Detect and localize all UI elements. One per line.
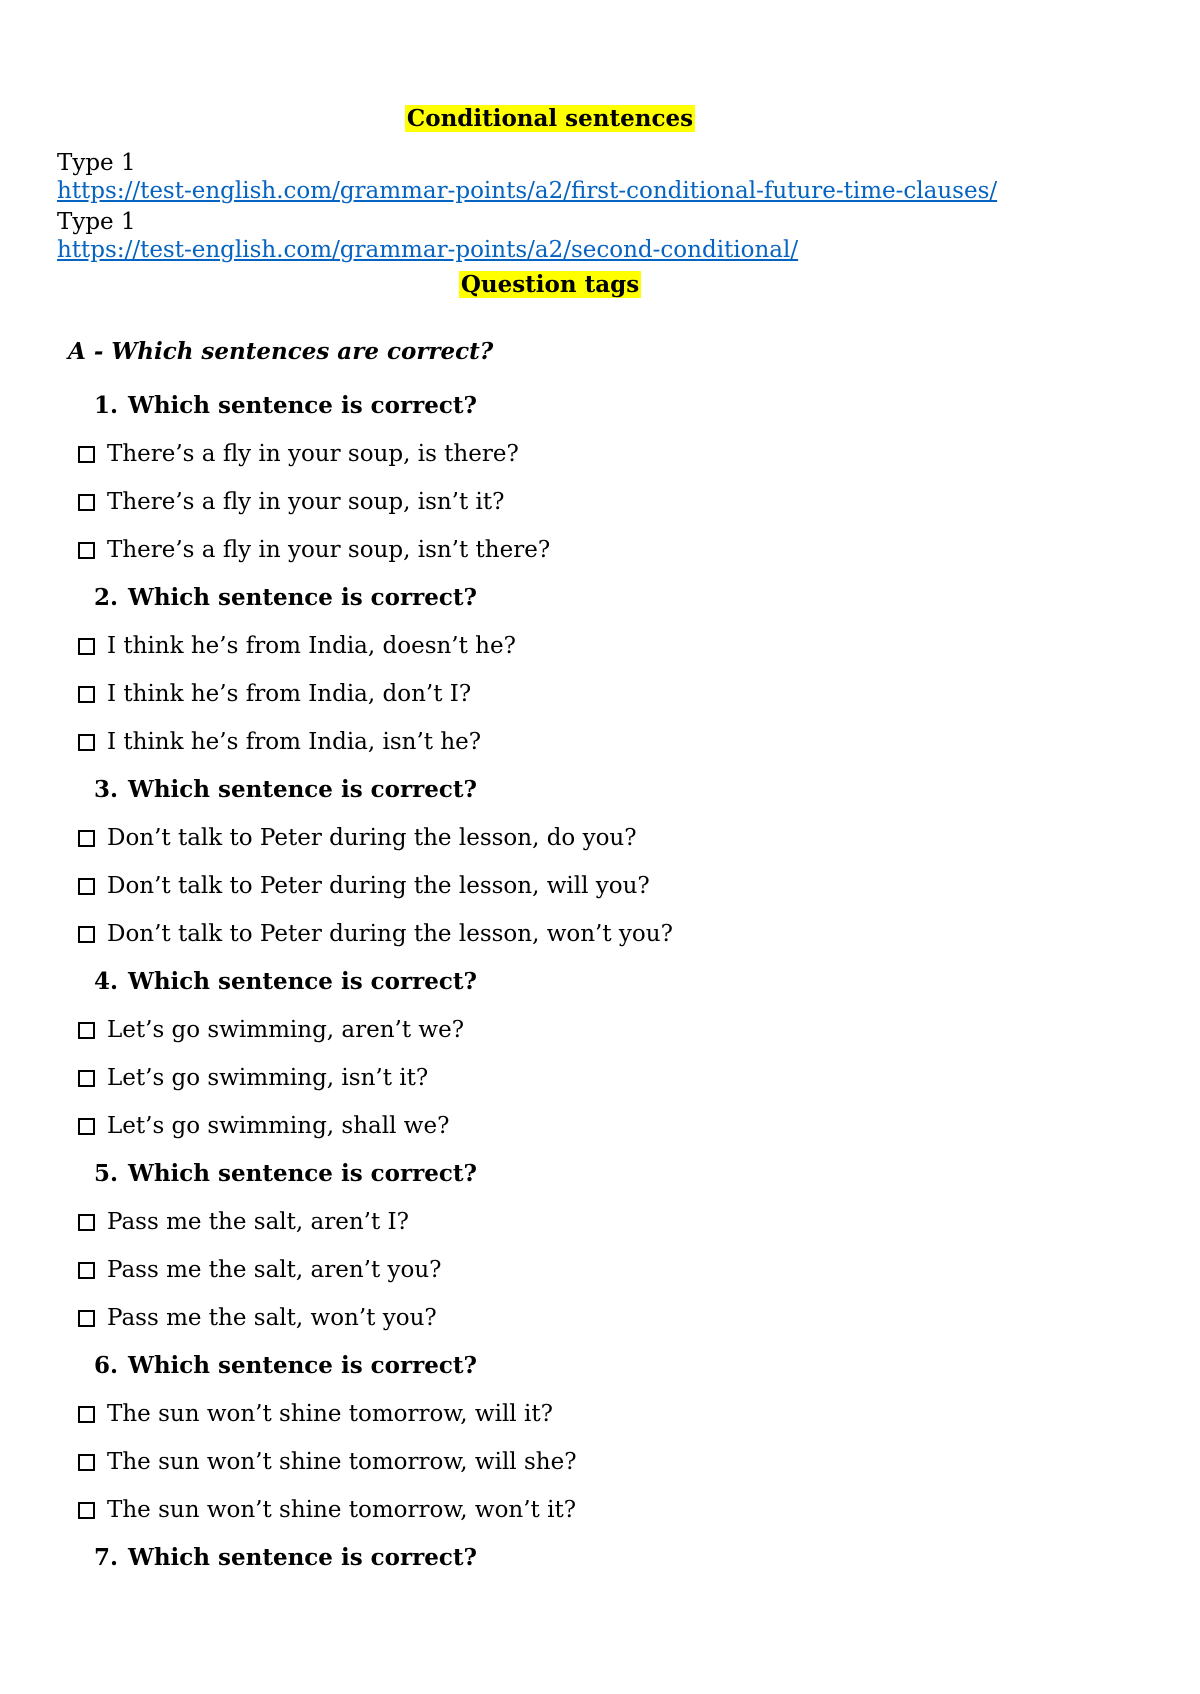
answer-option[interactable] [78, 631, 516, 661]
answer-option[interactable] [78, 727, 481, 757]
answer-option[interactable] [78, 871, 650, 901]
answer-option-text: Don’t talk to Peter during the lesson, will you? [107, 873, 650, 899]
question-prompt: Which sentence is correct? [128, 1544, 477, 1571]
answer-option-text: There’s a fly in your soup, is there? [107, 441, 519, 467]
checkbox-icon[interactable] [78, 1118, 95, 1135]
answer-option-text: I think he’s from India, doesn’t he? [107, 633, 516, 659]
question-prompt: Which sentence is correct? [128, 776, 477, 803]
answer-option-text: Let’s go swimming, aren’t we? [107, 1017, 465, 1043]
answer-option[interactable] [78, 535, 550, 565]
answer-option-text: Let’s go swimming, shall we? [107, 1113, 450, 1139]
checkbox-icon[interactable] [78, 878, 95, 895]
question-number: 6. [94, 1352, 119, 1379]
checkbox-icon[interactable] [78, 1022, 95, 1039]
answer-option-text: The sun won’t shine tomorrow, will it? [107, 1401, 553, 1427]
answer-option-text: The sun won’t shine tomorrow, will she? [107, 1449, 577, 1475]
answer-option[interactable] [78, 487, 504, 517]
question-number: 1. [94, 392, 119, 419]
section-subtitle: Question tags [460, 271, 640, 298]
question-number: 3. [94, 776, 119, 803]
answer-option[interactable] [78, 1447, 577, 1477]
question-heading [94, 1351, 477, 1381]
type1-label-a: Type 1 [57, 150, 136, 176]
question-number: 4. [94, 968, 119, 995]
answer-option[interactable] [78, 439, 519, 469]
answer-option[interactable] [78, 679, 471, 709]
checkbox-icon[interactable] [78, 1502, 95, 1519]
question-heading [94, 583, 477, 613]
question-prompt: Which sentence is correct? [128, 1352, 477, 1379]
answer-option[interactable] [78, 1111, 449, 1141]
question-heading [94, 967, 477, 997]
checkbox-icon[interactable] [78, 734, 95, 751]
question-number: 2. [94, 584, 119, 611]
answer-option-text: Pass me the salt, aren’t you? [107, 1257, 442, 1283]
checkbox-icon[interactable] [78, 1454, 95, 1471]
answer-option-text: There’s a fly in your soup, isn’t there? [107, 537, 551, 563]
subtitle-row [0, 270, 1100, 300]
checkbox-icon[interactable] [78, 686, 95, 703]
answer-option-text: Let’s go swimming, isn’t it? [107, 1065, 429, 1091]
question-heading [94, 1159, 477, 1189]
answer-option[interactable] [78, 1015, 464, 1045]
answer-option-text: The sun won’t shine tomorrow, won’t it? [107, 1497, 577, 1523]
answer-option[interactable] [78, 1063, 428, 1093]
type1-label-b: Type 1 [57, 209, 136, 235]
title-row [0, 104, 1100, 134]
answer-option[interactable] [78, 919, 673, 949]
question-prompt: Which sentence is correct? [128, 1160, 477, 1187]
checkbox-icon[interactable] [78, 1406, 95, 1423]
answer-option-text: I think he’s from India, don’t I? [107, 681, 472, 707]
page-title: Conditional sentences [406, 105, 694, 132]
answer-option-text: Don’t talk to Peter during the lesson, won’t you? [107, 921, 673, 947]
question-prompt: Which sentence is correct? [128, 968, 477, 995]
answer-option[interactable] [78, 1495, 576, 1525]
section-heading: A - Which sentences are correct? [68, 338, 494, 365]
question-heading [94, 1543, 477, 1573]
answer-option[interactable] [78, 1255, 442, 1285]
checkbox-icon[interactable] [78, 1214, 95, 1231]
question-number: 5. [94, 1160, 119, 1187]
checkbox-icon[interactable] [78, 638, 95, 655]
first-conditional-link[interactable]: https://test-english.com/grammar-points/a2/first-conditional-future-time-clauses/ [57, 178, 998, 204]
checkbox-icon[interactable] [78, 926, 95, 943]
answer-option[interactable] [78, 1303, 437, 1333]
checkbox-icon[interactable] [78, 494, 95, 511]
answer-option-text: Don’t talk to Peter during the lesson, do you? [107, 825, 637, 851]
checkbox-icon[interactable] [78, 1310, 95, 1327]
answer-option[interactable] [78, 1399, 553, 1429]
second-conditional-link[interactable]: https://test-english.com/grammar-points/a2/second-conditional/ [57, 237, 799, 263]
question-heading [94, 391, 477, 421]
answer-option[interactable] [78, 1207, 409, 1237]
answer-option-text: Pass me the salt, won’t you? [107, 1305, 437, 1331]
checkbox-icon[interactable] [78, 830, 95, 847]
checkbox-icon[interactable] [78, 1070, 95, 1087]
checkbox-icon[interactable] [78, 542, 95, 559]
question-number: 7. [94, 1544, 119, 1571]
question-prompt: Which sentence is correct? [128, 392, 477, 419]
checkbox-icon[interactable] [78, 446, 95, 463]
question-heading [94, 775, 477, 805]
answer-option-text: Pass me the salt, aren’t I? [107, 1209, 409, 1235]
question-prompt: Which sentence is correct? [128, 584, 477, 611]
answer-option-text: There’s a fly in your soup, isn’t it? [107, 489, 505, 515]
answer-option[interactable] [78, 823, 637, 853]
checkbox-icon[interactable] [78, 1262, 95, 1279]
answer-option-text: I think he’s from India, isn’t he? [107, 729, 482, 755]
